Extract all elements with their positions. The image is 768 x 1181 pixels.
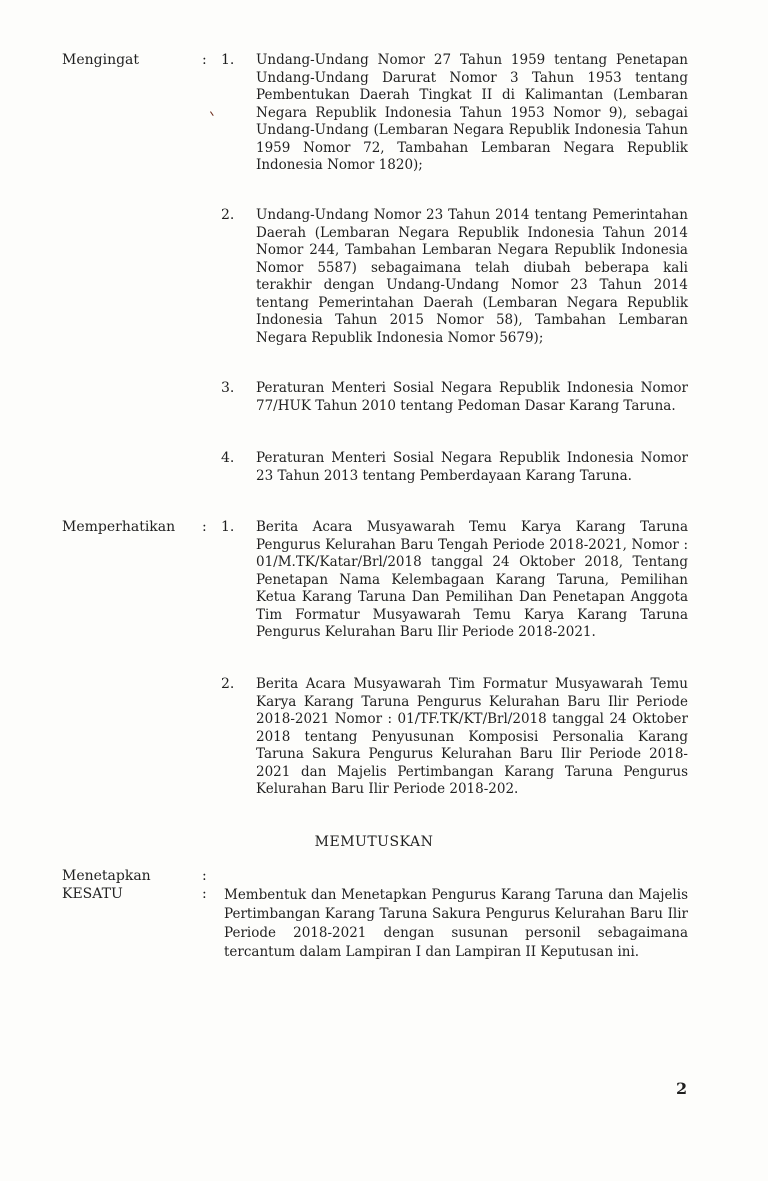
mengingat-item-4-number: 4. [221,450,235,466]
mengingat-item-1-number: 1. [221,52,235,68]
memperhatikan-item-2-number: 2. [221,676,235,692]
mengingat-item-2-number: 2. [221,207,235,223]
memutuskan-heading [0,834,768,850]
kesatu-text: Membentuk dan Menetapkan Pengurus Karang Taruna dan Majelis Pertimbangan Karang Taruna Sakura Pengurus Kelurahan Baru Ilir Periode 2018-2021 dengan susunan personil sebagaimana tercantum dalam Lampiran I dan Lampiran II Keputusan ini. [224,887,688,960]
menetapkan-label: Menetapkan [62,868,151,884]
kesatu-label: KESATU [62,886,123,902]
memperhatikan-item-2-text: Berita Acara Musyawarah Tim Formatur Musyawarah Temu Karya Karang Taruna Pengurus Kelurahan Baru Ilir Periode 2018-2021 Nomor : 01/TF.TK/KT/Brl/2018 tanggal 24 Oktober 2018 tentang Penyusunan Komposisi Personalia Karang Taruna Sakura Pengurus Kelurahan Baru Ilir Periode 2018-2021 dan Majelis Pertimbangan Karang Taruna Pengurus Kelurahan Baru Ilir Periode 2018-202. [256,676,688,797]
mengingat-item-3-number: 3. [221,380,235,396]
mengingat-item-2-text: Undang-Undang Nomor 23 Tahun 2014 tentang Pemerintahan Daerah (Lembaran Negara Republik Indonesia Tahun 2014 Nomor 244, Tambahan Lembaran Negara Republik Indonesia Nomor 5587) sebagaimana telah diubah beberapa kali terakhir dengan Undang-Undang Nomor 23 Tahun 2014 tentang Pemerintahan Daerah (Lembaran Negara Republik Indonesia Tahun 2015 Nomor 58), Tambahan Lembaran Negara Republik Indonesia Nomor 5679); [256,207,688,346]
memperhatikan-colon: : [202,519,207,535]
mengingat-label: Mengingat [62,52,140,68]
kesatu-colon: : [202,886,207,902]
mengingat-item-3-text: Peraturan Menteri Sosial Negara Republik Indonesia Nomor 77/HUK Tahun 2010 tentang Pedoman Dasar Karang Taruna. [256,380,688,414]
memperhatikan-item-1-number: 1. [221,519,235,535]
memperhatikan-label: Memperhatikan [62,519,176,535]
mengingat-item-4-text: Peraturan Menteri Sosial Negara Republik Indonesia Nomor 23 Tahun 2013 tentang Pemberdayaan Karang Taruna. [256,450,688,484]
memperhatikan-item-1-text: Berita Acara Musyawarah Temu Karya Karang Taruna Pengurus Kelurahan Baru Tengah Periode 2018-2021, Nomor : 01/M.TK/Katar/Brl/2018 tanggal 24 Oktober 2018, Tentang Penetapan Nama Kelembagaan Karang Taruna, Pemilihan Ketua Karang Taruna Dan Pemilihan Dan Penetapan Anggota Tim Formatur Musyawarah Temu Karya Karang Taruna Pengurus Kelurahan Baru Ilir Periode 2018-2021. [256,519,688,640]
menetapkan-colon: : [202,868,207,884]
mengingat-colon: : [202,52,207,68]
page-number: 2 [676,1079,688,1098]
mengingat-item-1-text: Undang-Undang Nomor 27 Tahun 1959 tentang Penetapan Undang-Undang Darurat Nomor 3 Tahun 1953 tentang Pembentukan Daerah Tingkat II di Kalimantan (Lembaran Negara Republik Indonesia Tahun 1953 Nomor 9), sebagai Undang-Undang (Lembaran Negara Republik Indonesia Tahun 1959 Nomor 72, Tambahan Lembaran Negara Republik Indonesia Nomor 1820); [256,52,688,173]
stray-ink-mark [210,109,217,116]
memutuskan-heading-text: MEMUTUSKAN [314,834,434,850]
